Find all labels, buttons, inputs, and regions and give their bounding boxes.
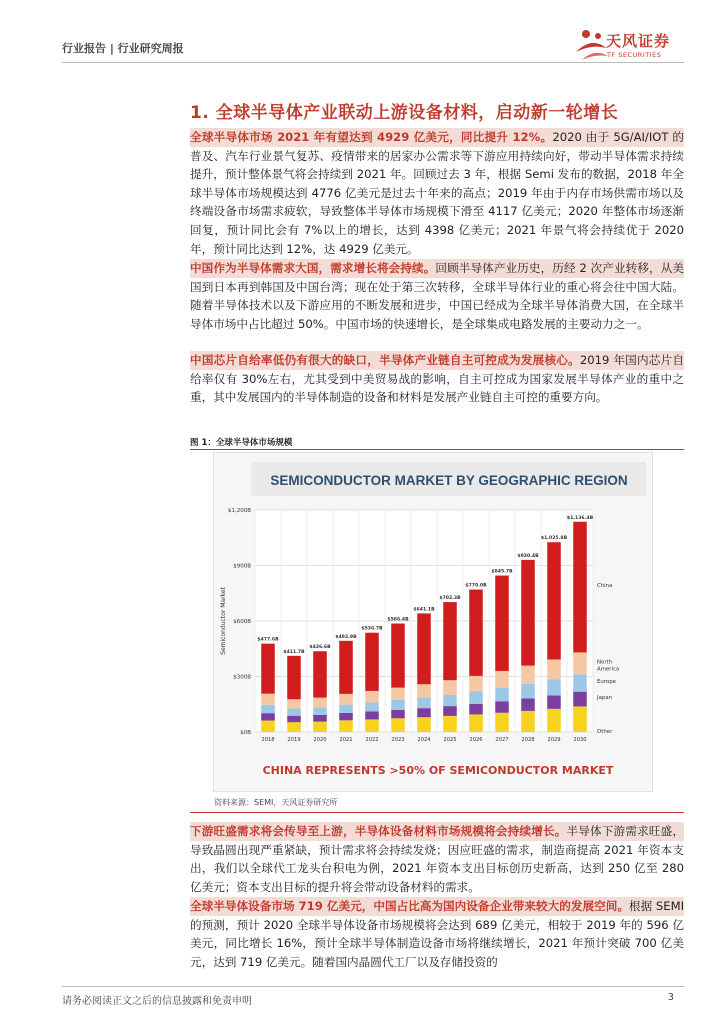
- bar-segment-china: [573, 522, 587, 653]
- paragraph-3: [190, 351, 684, 407]
- paragraph-lead: 中国芯片自给率低仍有很大的缺口，半导体产业链自主可控成为发展核心。: [190, 353, 580, 367]
- paragraph-5: [190, 897, 684, 977]
- bar-segment-china: [261, 644, 275, 694]
- bar-total-label: $845.7B: [491, 569, 513, 575]
- paragraph-lead: 全球半导体市场 2021 年有望达到 4929 亿美元，同比提升 12%。: [190, 130, 553, 144]
- bar-segment-china: [469, 590, 483, 676]
- bar-segment-north-america: [547, 659, 561, 679]
- figure-top-rule: [190, 449, 684, 450]
- bar-total-label: $536.7B: [361, 626, 383, 632]
- legend-label: China: [597, 583, 613, 590]
- bar-segment-north-america: [261, 694, 275, 705]
- y-tick-label: $300B: [233, 674, 251, 681]
- bar-total-label: $477.6B: [257, 637, 279, 643]
- y-tick-label: $0B: [240, 730, 251, 736]
- bar-segment-north-america: [365, 691, 379, 702]
- bar-segment-japan: [495, 701, 509, 712]
- semiconductor-market-chart: [213, 452, 653, 792]
- bar-total-label: $641.1B: [413, 607, 435, 613]
- x-tick-label: 2024: [417, 737, 431, 743]
- x-tick-label: 2025: [443, 737, 457, 743]
- x-tick-label: 2021: [339, 737, 353, 743]
- bar-segment-japan: [365, 711, 379, 719]
- legend-label: Europe: [597, 678, 616, 685]
- bar-segment-north-america: [443, 680, 457, 694]
- y-axis-label: Semiconductor Market: [220, 587, 227, 655]
- bar-segment-other: [287, 722, 301, 732]
- legend-label: North: [597, 659, 613, 666]
- bar-segment-europe: [469, 691, 483, 703]
- chart-title: SEMICONDUCTOR MARKET BY GEOGRAPHIC REGION: [270, 473, 628, 488]
- paragraph-body: 2019 年国内芯片自给率仅有 30%左右，尤其受到中美贸易战的影响，自主可控成为国家发展半导体产业的重中之重，其中发展国内的半导体制造的设备和材料是发展产业链自主可控的重要方向。: [190, 353, 684, 405]
- bar-segment-china: [521, 560, 535, 666]
- bar-segment-other: [521, 711, 535, 732]
- figure-source: 资料来源：SEMI，天风证券研究所: [214, 798, 338, 807]
- bar-segment-china: [313, 651, 327, 697]
- bar-segment-europe: [443, 695, 457, 706]
- bar-total-label: $436.6B: [309, 645, 331, 651]
- bar-segment-north-america: [339, 694, 353, 705]
- x-tick-label: 2019: [287, 737, 301, 743]
- footer-disclaimer: 请务必阅读正文之后的信息披露和免责申明: [62, 996, 252, 1007]
- bar-segment-other: [261, 721, 275, 732]
- y-tick-label: $1,200B: [227, 508, 251, 514]
- bar-segment-europe: [521, 684, 535, 699]
- bar-segment-other: [495, 713, 509, 732]
- bar-segment-north-america: [287, 699, 301, 708]
- bar-segment-china: [339, 641, 353, 694]
- bar-segment-europe: [417, 698, 431, 709]
- bar-segment-other: [573, 706, 587, 732]
- bar-segment-europe: [365, 702, 379, 711]
- paragraph-lead: 中国作为半导体需求大国，需求增长将会持续。: [190, 261, 436, 275]
- bar-segment-china: [417, 613, 431, 684]
- figure-bottom-rule: [190, 812, 684, 813]
- paragraph-4: [190, 822, 684, 896]
- bar-segment-other: [365, 719, 379, 732]
- bar-segment-japan: [339, 713, 353, 720]
- bar-segment-north-america: [469, 676, 483, 692]
- x-tick-label: 2022: [365, 737, 379, 743]
- x-tick-label: 2020: [313, 737, 327, 743]
- paragraph-body: 2020 由于 5G/AI/IOT 的普及、汽车行业景气复苏、疫情带来的居家办公需求等下游应用持续向好，带动半导体需求持续提升，预计整体景气将会持续到 2021 年。回顾过去 3 年，根据 Semi 发布的数据，2018 年全球半导体市场规模达到 4776 亿美元是过去十年来的高点；2019 年由于内存市场供需市场以及终端设备市场需求疲软，导致整体半导体市场规模下滑至 4117 亿美元；2020 年整体市场逐渐回复，预计同比会有 7%以上的增长，达到 4398 亿美元；2021 年景气将会持续优于 2020 年，预计同比达到 12%，达 4929 亿美元。: [190, 130, 684, 256]
- bar-segment-europe: [313, 707, 327, 715]
- chart-subtitle: CHINA REPRESENTS >50% OF SEMICONDUCTOR MARKET: [262, 764, 614, 777]
- bar-total-label: $492.9B: [335, 634, 357, 640]
- bar-segment-north-america: [495, 671, 509, 688]
- paragraph-lead: 下游旺盛需求将会传导至上游，半导体设备材料市场规模将会持续增长。: [190, 824, 567, 838]
- bar-total-label: $411.7B: [283, 649, 305, 655]
- paragraph-2: [190, 259, 684, 333]
- bar-segment-japan: [261, 713, 275, 720]
- bar-total-label: $1,136.4B: [566, 515, 594, 521]
- bar-segment-japan: [391, 710, 405, 719]
- bar-segment-other: [313, 722, 327, 732]
- paragraph-body: 根据 SEMI 的预测，预计 2020 全球半导体设备市场规模将会达到 689 亿美元，相较于 2019 年的 596 亿美元，同比增长 16%，预计全球半导体制造设备市场将继续增长，2021 年预计突破 700 亿美元，达到 719 亿美元。随着国内晶圆代工厂以及存储投资的: [190, 899, 684, 969]
- bar-segment-china: [287, 656, 301, 699]
- figure-caption: 图 1：全球半导体市场规模: [190, 438, 293, 448]
- bar-total-label: $930.4B: [517, 553, 539, 559]
- bar-segment-china: [443, 602, 457, 680]
- bar-segment-japan: [469, 704, 483, 715]
- bar-segment-north-america: [573, 652, 587, 674]
- bar-segment-europe: [339, 705, 353, 713]
- paragraph-1: [190, 128, 684, 258]
- bar-segment-japan: [313, 715, 327, 722]
- legend-label: Other: [597, 729, 613, 736]
- bar-total-label: $702.3B: [439, 596, 461, 602]
- x-tick-label: 2018: [261, 737, 275, 743]
- bar-segment-other: [417, 717, 431, 732]
- bar-segment-north-america: [391, 688, 405, 700]
- bar-segment-europe: [391, 700, 405, 710]
- bar-segment-china: [547, 542, 561, 659]
- bar-segment-japan: [417, 708, 431, 717]
- report-header: 行业报告 | 行业研究周报: [62, 42, 184, 55]
- y-tick-label: $600B: [233, 619, 251, 625]
- bar-segment-europe: [573, 674, 587, 691]
- y-tick-label: $900B: [233, 563, 251, 570]
- bar-segment-japan: [547, 695, 561, 709]
- paragraph-body: 回顾半导体产业历史，历经 2 次产业转移，从美国到日本再到韩国及中国台湾；现在处于第三次转移，全球半导体行业的重心将会往中国大陆。随着半导体技术以及下游应用的不断发展和进步，中国已经成为全球半导体消费大国，在全球半导体市场中占比超过 50%。中国市场的快速增长，是全球集成电路发展的主要动力之一。: [190, 261, 684, 331]
- paragraph-body: 半导体下游需求旺盛，导致晶圆出现严重紧缺，预计需求将会持续发烧；因应旺盛的需求，制造商提高 2021 年资本支出，我们以全球代工龙头台积电为例，2021 年资本支出目标创历史新高，达到 250 亿至 280 亿美元；资本支出目标的提升将会带动设备材料的需求。: [190, 824, 684, 894]
- bar-segment-other: [547, 709, 561, 732]
- bar-segment-other: [391, 718, 405, 732]
- x-tick-label: 2026: [469, 737, 483, 743]
- bar-segment-north-america: [521, 666, 535, 684]
- bar-segment-north-america: [313, 698, 327, 708]
- legend-label: Japan: [597, 695, 613, 702]
- bar-segment-europe: [547, 679, 561, 695]
- brand-sub: TF SECURITIES: [607, 51, 662, 59]
- bar-segment-china: [495, 576, 509, 671]
- legend-label: America: [597, 666, 620, 673]
- bar-segment-europe: [287, 709, 301, 716]
- x-tick-label: 2030: [573, 737, 587, 743]
- x-tick-label: 2028: [521, 737, 535, 743]
- footer-divider: [62, 986, 684, 987]
- bar-segment-japan: [521, 699, 535, 711]
- bar-total-label: $1,025.8B: [540, 536, 568, 542]
- bar-segment-other: [339, 720, 353, 732]
- bar-segment-china: [365, 633, 379, 691]
- bar-segment-japan: [443, 706, 457, 716]
- section-title: 1. 全球半导体产业联动上游设备材料，启动新一轮增长: [190, 103, 619, 123]
- bar-total-label: $586.4B: [387, 617, 409, 623]
- page-number: 3: [667, 992, 674, 1003]
- bar-segment-japan: [287, 716, 301, 722]
- bar-segment-europe: [495, 688, 509, 702]
- bar-segment-other: [469, 714, 483, 732]
- bar-segment-japan: [573, 692, 587, 707]
- x-tick-label: 2027: [495, 737, 509, 743]
- x-tick-label: 2029: [547, 737, 561, 743]
- bar-segment-other: [443, 716, 457, 732]
- x-tick-label: 2023: [391, 737, 405, 743]
- header-divider: [62, 62, 684, 63]
- bar-segment-china: [391, 624, 405, 688]
- paragraph-lead: 全球半导体设备市场 719 亿美元，中国占比高为国内设备企业带来较大的发展空间。: [190, 899, 629, 913]
- brand-name: 天风证券: [606, 32, 671, 50]
- bar-segment-north-america: [417, 684, 431, 697]
- bar-total-label: $770.0B: [465, 583, 487, 589]
- bar-segment-europe: [261, 705, 275, 713]
